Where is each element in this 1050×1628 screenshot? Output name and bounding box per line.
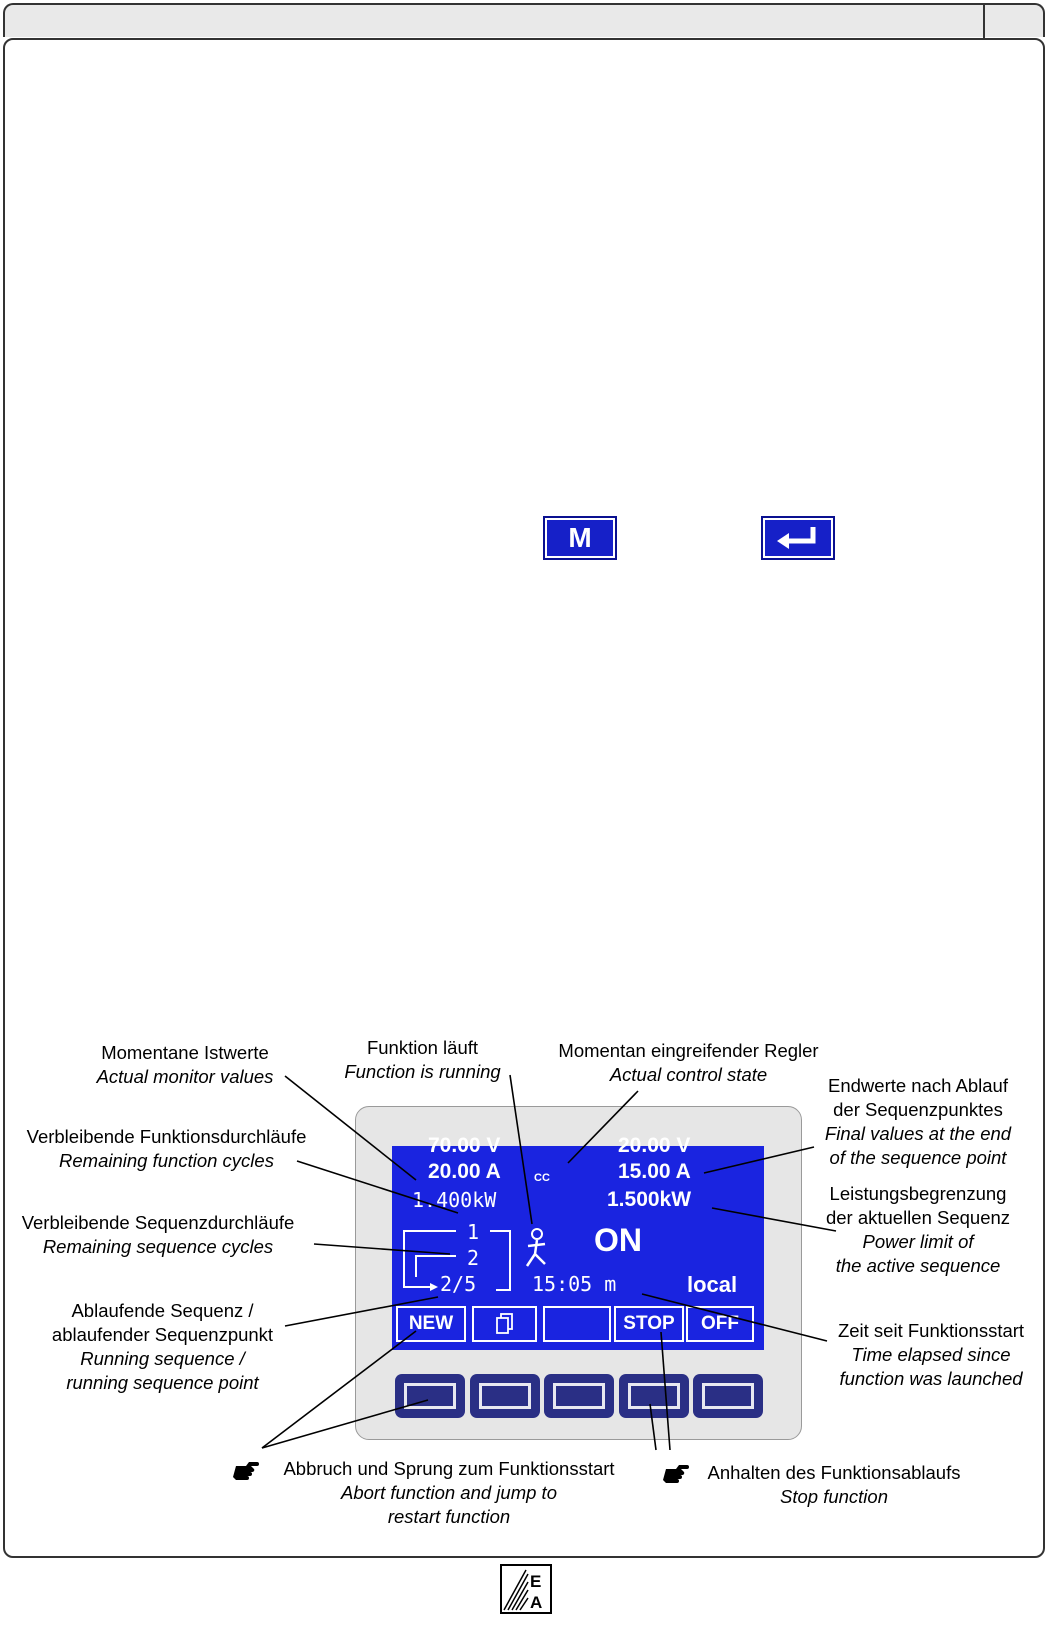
annotation-func-cycles-de: Verbleibende Funktionsdurchläufe (26, 1126, 307, 1147)
enter-key-icon (761, 516, 835, 560)
annotation-power-de-2: der aktuellen Sequenz (825, 1207, 1011, 1228)
annotation-final-en-2: of the sequence point (829, 1147, 1007, 1168)
softkey-copy[interactable] (472, 1306, 537, 1342)
logo-letter-e: E (530, 1572, 542, 1591)
lcd-elapsed-time: 15:05 m (532, 1272, 617, 1296)
annotation-function-cycles (14, 1125, 319, 1173)
annotation-time-en-1: Time elapsed since (851, 1344, 1011, 1365)
logo-letter-a: A (530, 1593, 543, 1612)
lcd-sequence-point: 2/5 (440, 1272, 477, 1296)
softkey-new[interactable]: NEW (396, 1306, 466, 1342)
annotation-monitor-en: Actual monitor values (96, 1066, 274, 1087)
annotation-sequence-cycles (18, 1211, 298, 1259)
hardware-button-5[interactable] (693, 1374, 763, 1418)
hardware-button-4[interactable] (619, 1374, 689, 1418)
annotation-control-state (546, 1039, 831, 1087)
lcd-right-power: 1.500kW (607, 1188, 692, 1211)
lcd-left-current: 20.00 A (428, 1160, 501, 1183)
annotation-stop-function (698, 1461, 970, 1509)
m-key-icon (543, 516, 617, 560)
annotation-abort-en-1: Abort function and jump to (341, 1482, 557, 1503)
copy-icon (495, 1312, 515, 1336)
ea-logo-icon (500, 1564, 552, 1614)
annotation-monitor-values (90, 1041, 280, 1089)
annotation-seq-cycles-de: Verbleibende Sequenzdurchläufe (21, 1212, 295, 1233)
annotation-control-de: Momentan eingreifender Regler (558, 1040, 819, 1061)
annotation-seq-cycles-en: Remaining sequence cycles (42, 1236, 274, 1257)
annotation-stop-en: Stop function (780, 1486, 888, 1507)
lcd-left-voltage: 70.00 V (428, 1134, 501, 1157)
annotation-final-de-2: der Sequenzpunktes (833, 1099, 1003, 1120)
annotation-time-de: Zeit seit Funktionsstart (837, 1320, 1025, 1341)
annotation-time-en-2: function was launched (839, 1368, 1023, 1389)
softkey-empty[interactable] (543, 1306, 611, 1342)
annotation-final-values (812, 1074, 1024, 1170)
annotation-control-en: Actual control state (609, 1064, 768, 1085)
annotation-stop-de: Anhalten des Funktionsablaufs (707, 1462, 961, 1483)
annotation-running-de: Funktion läuft (366, 1037, 479, 1058)
annotation-func-cycles-en: Remaining function cycles (59, 1150, 274, 1171)
header-divider (983, 3, 985, 39)
lcd-function-cycles: 1 (467, 1220, 480, 1244)
annotation-power-en-2: the active sequence (835, 1255, 1001, 1276)
lcd-sequence-cycles: 2 (467, 1246, 480, 1270)
annotation-abort-de: Abbruch und Sprung zum Funktionsstart (283, 1458, 615, 1479)
hardware-button-2[interactable] (470, 1374, 540, 1418)
annotation-power-limit (812, 1182, 1024, 1278)
annotation-running-seq-de-2: ablaufender Sequenzpunkt (51, 1324, 274, 1345)
lcd-right-current: 15.00 A (618, 1160, 691, 1183)
hardware-button-1[interactable] (395, 1374, 465, 1418)
m-key-label: M (568, 522, 592, 553)
annotation-function-running (330, 1036, 515, 1084)
enter-arrow-icon (773, 523, 823, 553)
annotation-running-seq-de-1: Ablaufende Sequenz / (71, 1300, 254, 1321)
page-header-bar (3, 3, 1045, 37)
annotation-power-en-1: Power limit of (862, 1231, 974, 1252)
annotation-abort-en-2: restart function (387, 1506, 511, 1527)
annotation-running-seq-en-1: Running sequence / (80, 1348, 245, 1369)
annotation-running-en: Function is running (344, 1061, 501, 1082)
annotation-running-seq-en-2: running sequence point (66, 1372, 259, 1393)
annotation-power-de-1: Leistungsbegrenzung (829, 1183, 1007, 1204)
lcd-left-power: 1.400kW (412, 1188, 497, 1212)
lcd-control-mode: local (687, 1272, 738, 1297)
softkey-off[interactable]: OFF (686, 1306, 754, 1342)
softkey-stop[interactable]: STOP (614, 1306, 684, 1342)
lcd-cc-indicator: CC (534, 1172, 550, 1184)
annotation-final-en-1: Final values at the end (824, 1123, 1012, 1144)
hardware-button-3[interactable] (544, 1374, 614, 1418)
annotation-elapsed-time (826, 1319, 1036, 1391)
lcd-output-status: ON (594, 1222, 642, 1258)
annotation-monitor-de: Momentane Istwerte (101, 1042, 269, 1063)
annotation-running-sequence (40, 1299, 285, 1395)
annotation-final-de-1: Endwerte nach Ablauf (828, 1075, 1008, 1096)
annotation-abort-function (268, 1457, 630, 1529)
lcd-right-voltage: 20.00 V (618, 1134, 691, 1157)
